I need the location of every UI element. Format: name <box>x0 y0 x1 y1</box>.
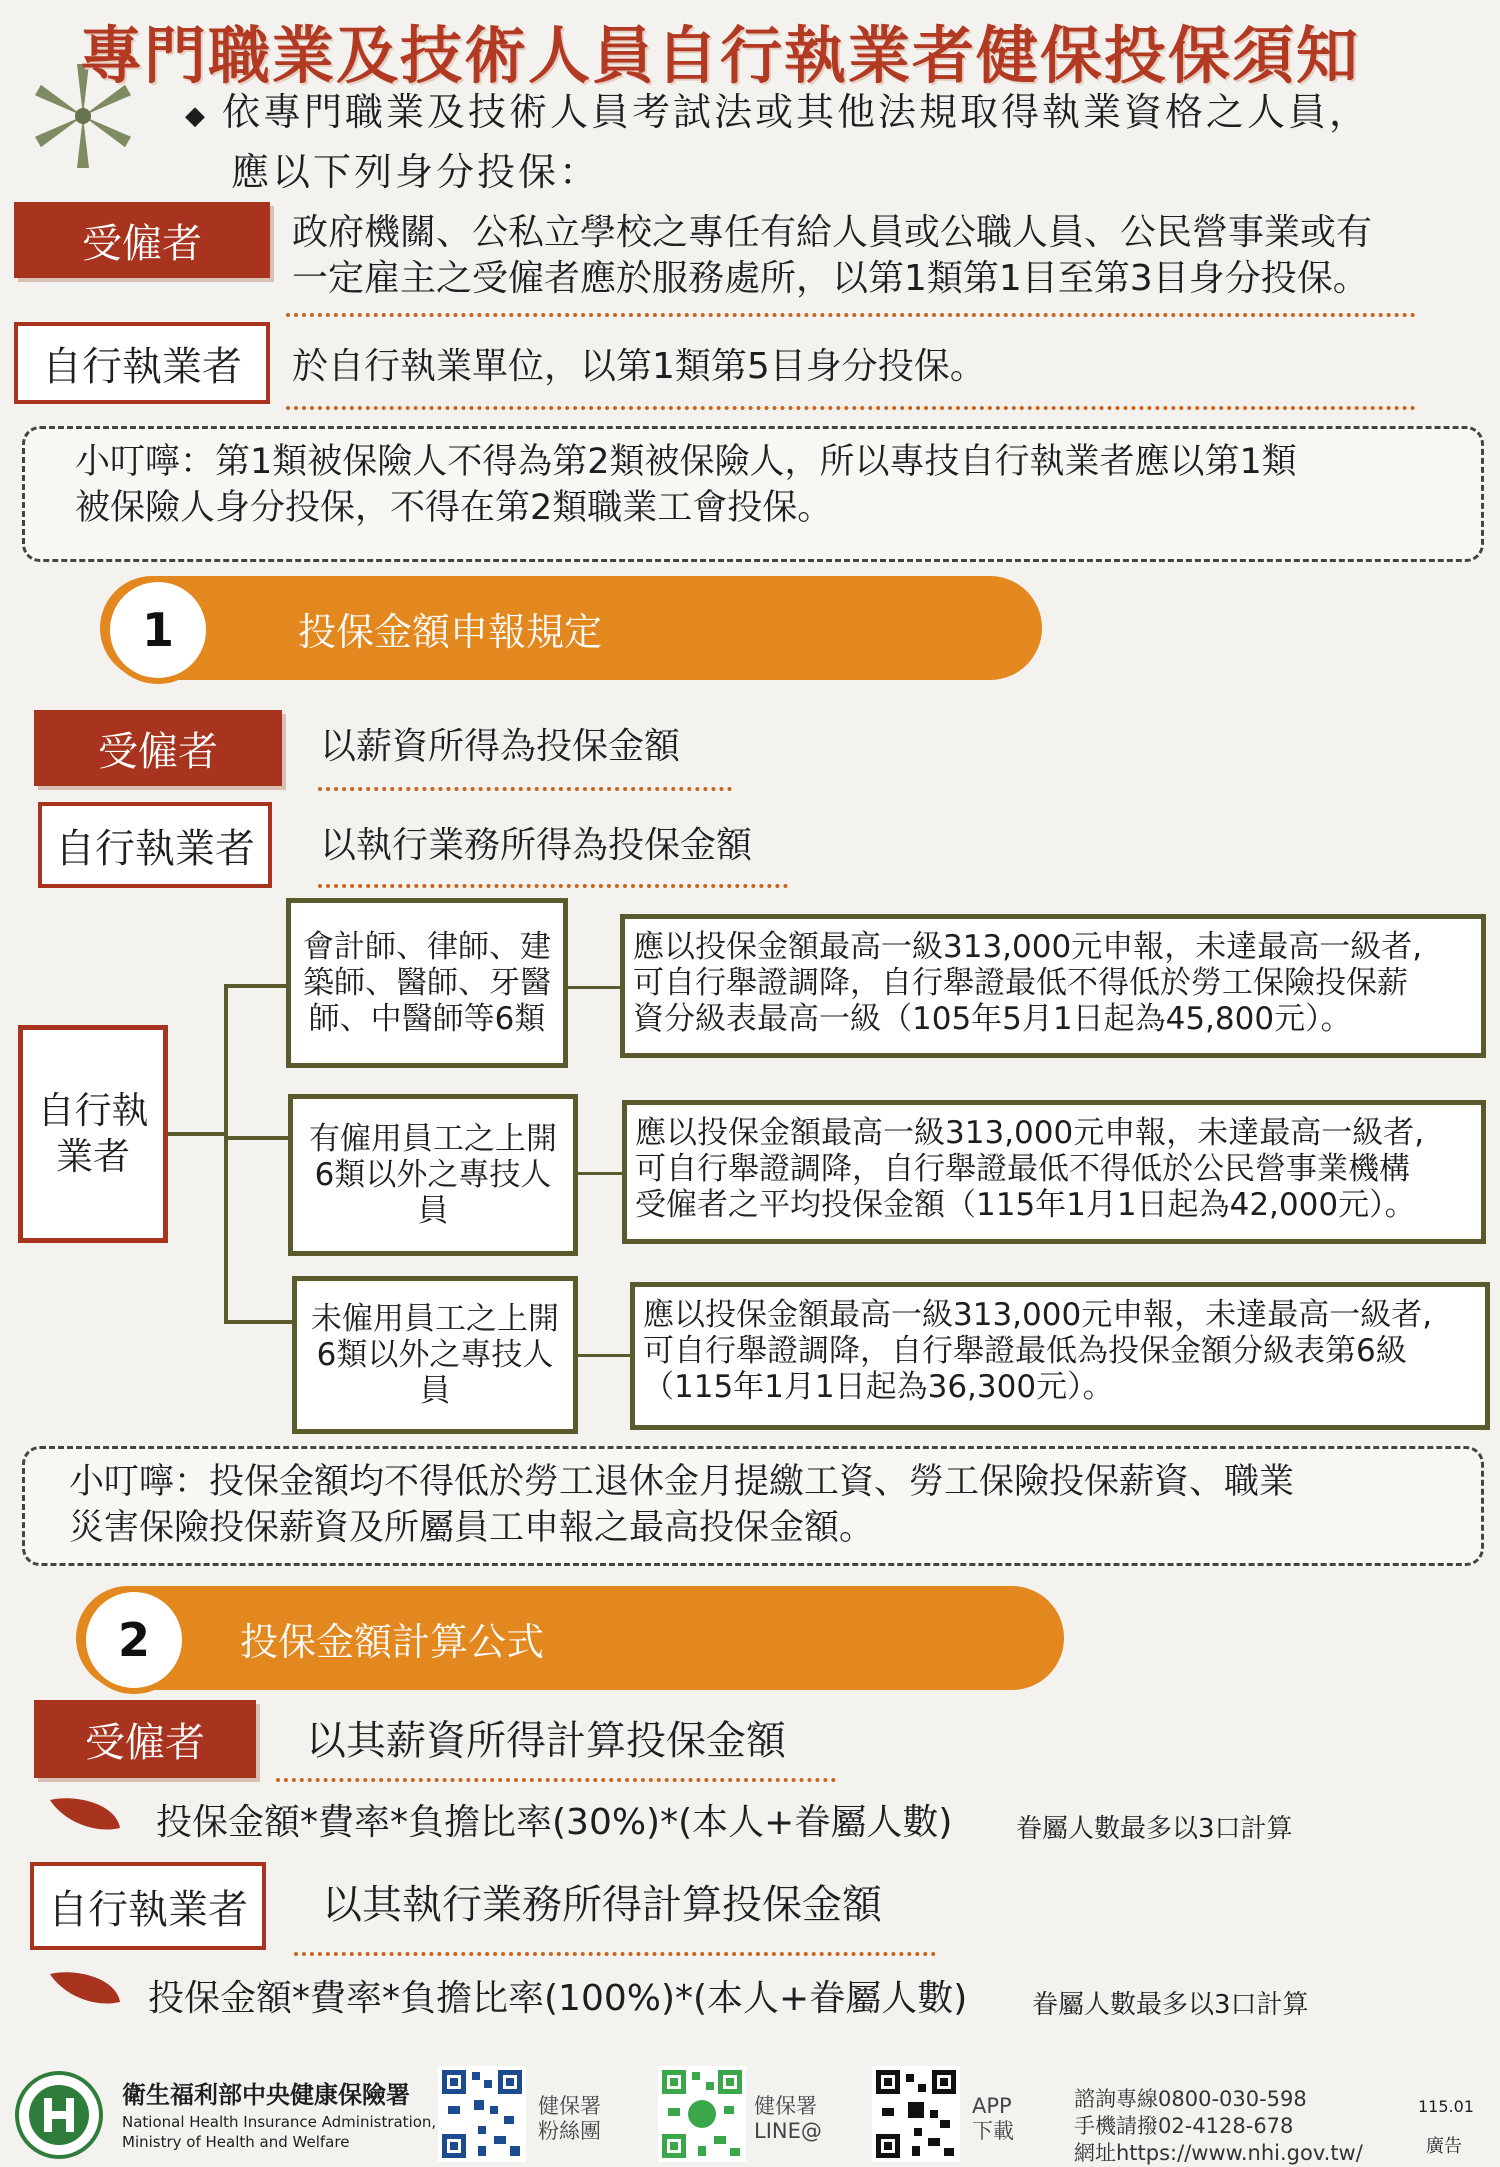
section-2-self-text: 以其執行業務所得計算投保金額 <box>322 1882 882 1928</box>
category-3-description: 應以投保金額最高一級313,000元申報，未達最高一級者, 可自行舉證調降，自行舉證最低為投保金額分級表第6級 （115年1月1日起為36,300元）。 <box>630 1282 1490 1430</box>
divider <box>286 406 1416 410</box>
section-1-self-text: 以執行業務所得為投保金額 <box>320 825 753 866</box>
tree-connector <box>224 1136 290 1140</box>
section-1-self-tag: 自行執業者 <box>38 802 272 888</box>
reminder-line-2: 災害保險投保薪資及所屬員工申報之最高投保金額。 <box>69 1508 875 1548</box>
category-1-label: 會計師、律師、建 築師、醫師、牙醫 師、中醫師等6類 <box>286 898 568 1068</box>
section-2-self-formula: 投保金額*費率*負擔比率(100%)*(本人+眷屬人數) <box>148 1978 968 2019</box>
leaf-icon <box>46 1794 124 1834</box>
ad-label: 廣告 <box>1426 2136 1462 2157</box>
tree-connector <box>224 1320 294 1324</box>
qr-fanpage-label: 健保署 粉絲團 <box>538 2094 601 2143</box>
category-2-description: 應以投保金額最高一級313,000元申報，未達最高一級者, 可自行舉證調降，自行舉證最低不得低於公民營事業機構 受僱者之平均投保金額（115年1月1日起為42,000元）。 <box>622 1100 1486 1244</box>
hotline: 諮詢專線0800-030-598 <box>1074 2087 1307 2111</box>
reminder-note-2 <box>22 1446 1484 1566</box>
agency-name-zh: 衛生福利部中央健康保險署 <box>122 2081 410 2109</box>
mobile-hotline: 手機請撥02-4128-678 <box>1074 2114 1294 2138</box>
section-1-employee-tag: 受僱者 <box>34 710 282 786</box>
employee-tag: 受僱者 <box>14 202 270 278</box>
employee-line-2: 一定雇主之受僱者應於服務處所，以第1類第1目至第3目身分投保。 <box>292 258 1369 299</box>
divider <box>286 313 1416 317</box>
category-2-label: 有僱用員工之上開 6類以外之專技人 員 <box>288 1094 578 1256</box>
section-2-number: 2 <box>80 1586 188 1694</box>
section-2-employee-text: 以其薪資所得計算投保金額 <box>306 1718 786 1764</box>
section-2-employee-tag: 受僱者 <box>34 1700 256 1778</box>
qr-line-label: 健保署 LINE@ <box>754 2094 822 2143</box>
employee-line-1: 政府機關、公私立學校之專任有給人員或公職人員、公民營事業或有 <box>292 212 1373 253</box>
reminder-note <box>22 426 1484 562</box>
tree-connector <box>168 1132 226 1136</box>
section-2-employee-formula-note: 眷屬人數最多以3口計算 <box>1016 1814 1293 1844</box>
section-1-title: 投保金額申報規定 <box>298 610 603 654</box>
reminder-line-1: 小叮嚀：投保金額均不得低於勞工退休金月提繳工資、勞工保險投保薪資、職業 <box>69 1462 1295 1502</box>
section-2-title: 投保金額計算公式 <box>240 1620 545 1664</box>
leaf-icon <box>46 1968 124 2008</box>
reminder-line-1: 小叮嚀：第1類被保險人不得為第2類被保險人，所以專技自行執業者應以第1類 <box>75 442 1297 482</box>
section-2-employee-formula: 投保金額*費率*負擔比率(30%)*(本人+眷屬人數) <box>156 1802 953 1843</box>
section-1-number: 1 <box>104 576 212 684</box>
intro-text <box>185 84 1370 200</box>
intro-line-2: 應以下列身分投保： <box>231 149 601 194</box>
nhi-logo-icon <box>14 2070 104 2160</box>
self-employed-tree-label: 自行執 業者 <box>18 1025 168 1243</box>
category-3-label: 未僱用員工之上開 6類以外之專技人 員 <box>292 1276 578 1434</box>
contact-info <box>1074 2086 1363 2167</box>
category-1-description: 應以投保金額最高一級313,000元申報，未達最高一級者, 可自行舉證調降，自行舉證最低不得低於勞工保險投保薪 資分級表最高一級（105年5月1日起為45,800元）。 <box>620 914 1486 1058</box>
self-employed-description: 於自行執業單位，以第1類第5目身分投保。 <box>292 346 986 387</box>
bullet-icon: ◆ <box>185 100 208 131</box>
website-link[interactable]: 網址https://www.nhi.gov.tw/ <box>1074 2141 1363 2165</box>
section-1-employee-text: 以薪資所得為投保金額 <box>320 726 681 767</box>
qr-code-line[interactable] <box>658 2066 746 2162</box>
reminder-line-2: 被保險人身分投保，不得在第2類職業工會投保。 <box>75 488 833 528</box>
version-label: 115.01 <box>1418 2097 1474 2116</box>
tree-connector <box>224 984 286 988</box>
qr-code-app[interactable] <box>872 2066 960 2162</box>
page-title: 專門職業及技術人員自行執業者健保投保須知 <box>80 19 1361 92</box>
intro-line-1: 依專門職業及技術人員考試法或其他法規取得執業資格之人員， <box>222 90 1371 134</box>
self-employed-tag: 自行執業者 <box>14 322 270 404</box>
agency-name: 衛生福利部中央健康保險署 National Health Insurance Administration, Ministry of Health and Welfare <box>122 2078 436 2152</box>
qr-code-fanpage[interactable] <box>438 2066 526 2162</box>
section-2-self-formula-note: 眷屬人數最多以3口計算 <box>1032 1990 1309 2020</box>
section-2-self-tag: 自行執業者 <box>30 1862 266 1950</box>
qr-app-label: APP 下載 <box>972 2094 1014 2143</box>
tree-connector <box>224 984 228 1324</box>
employee-description <box>292 210 1372 302</box>
